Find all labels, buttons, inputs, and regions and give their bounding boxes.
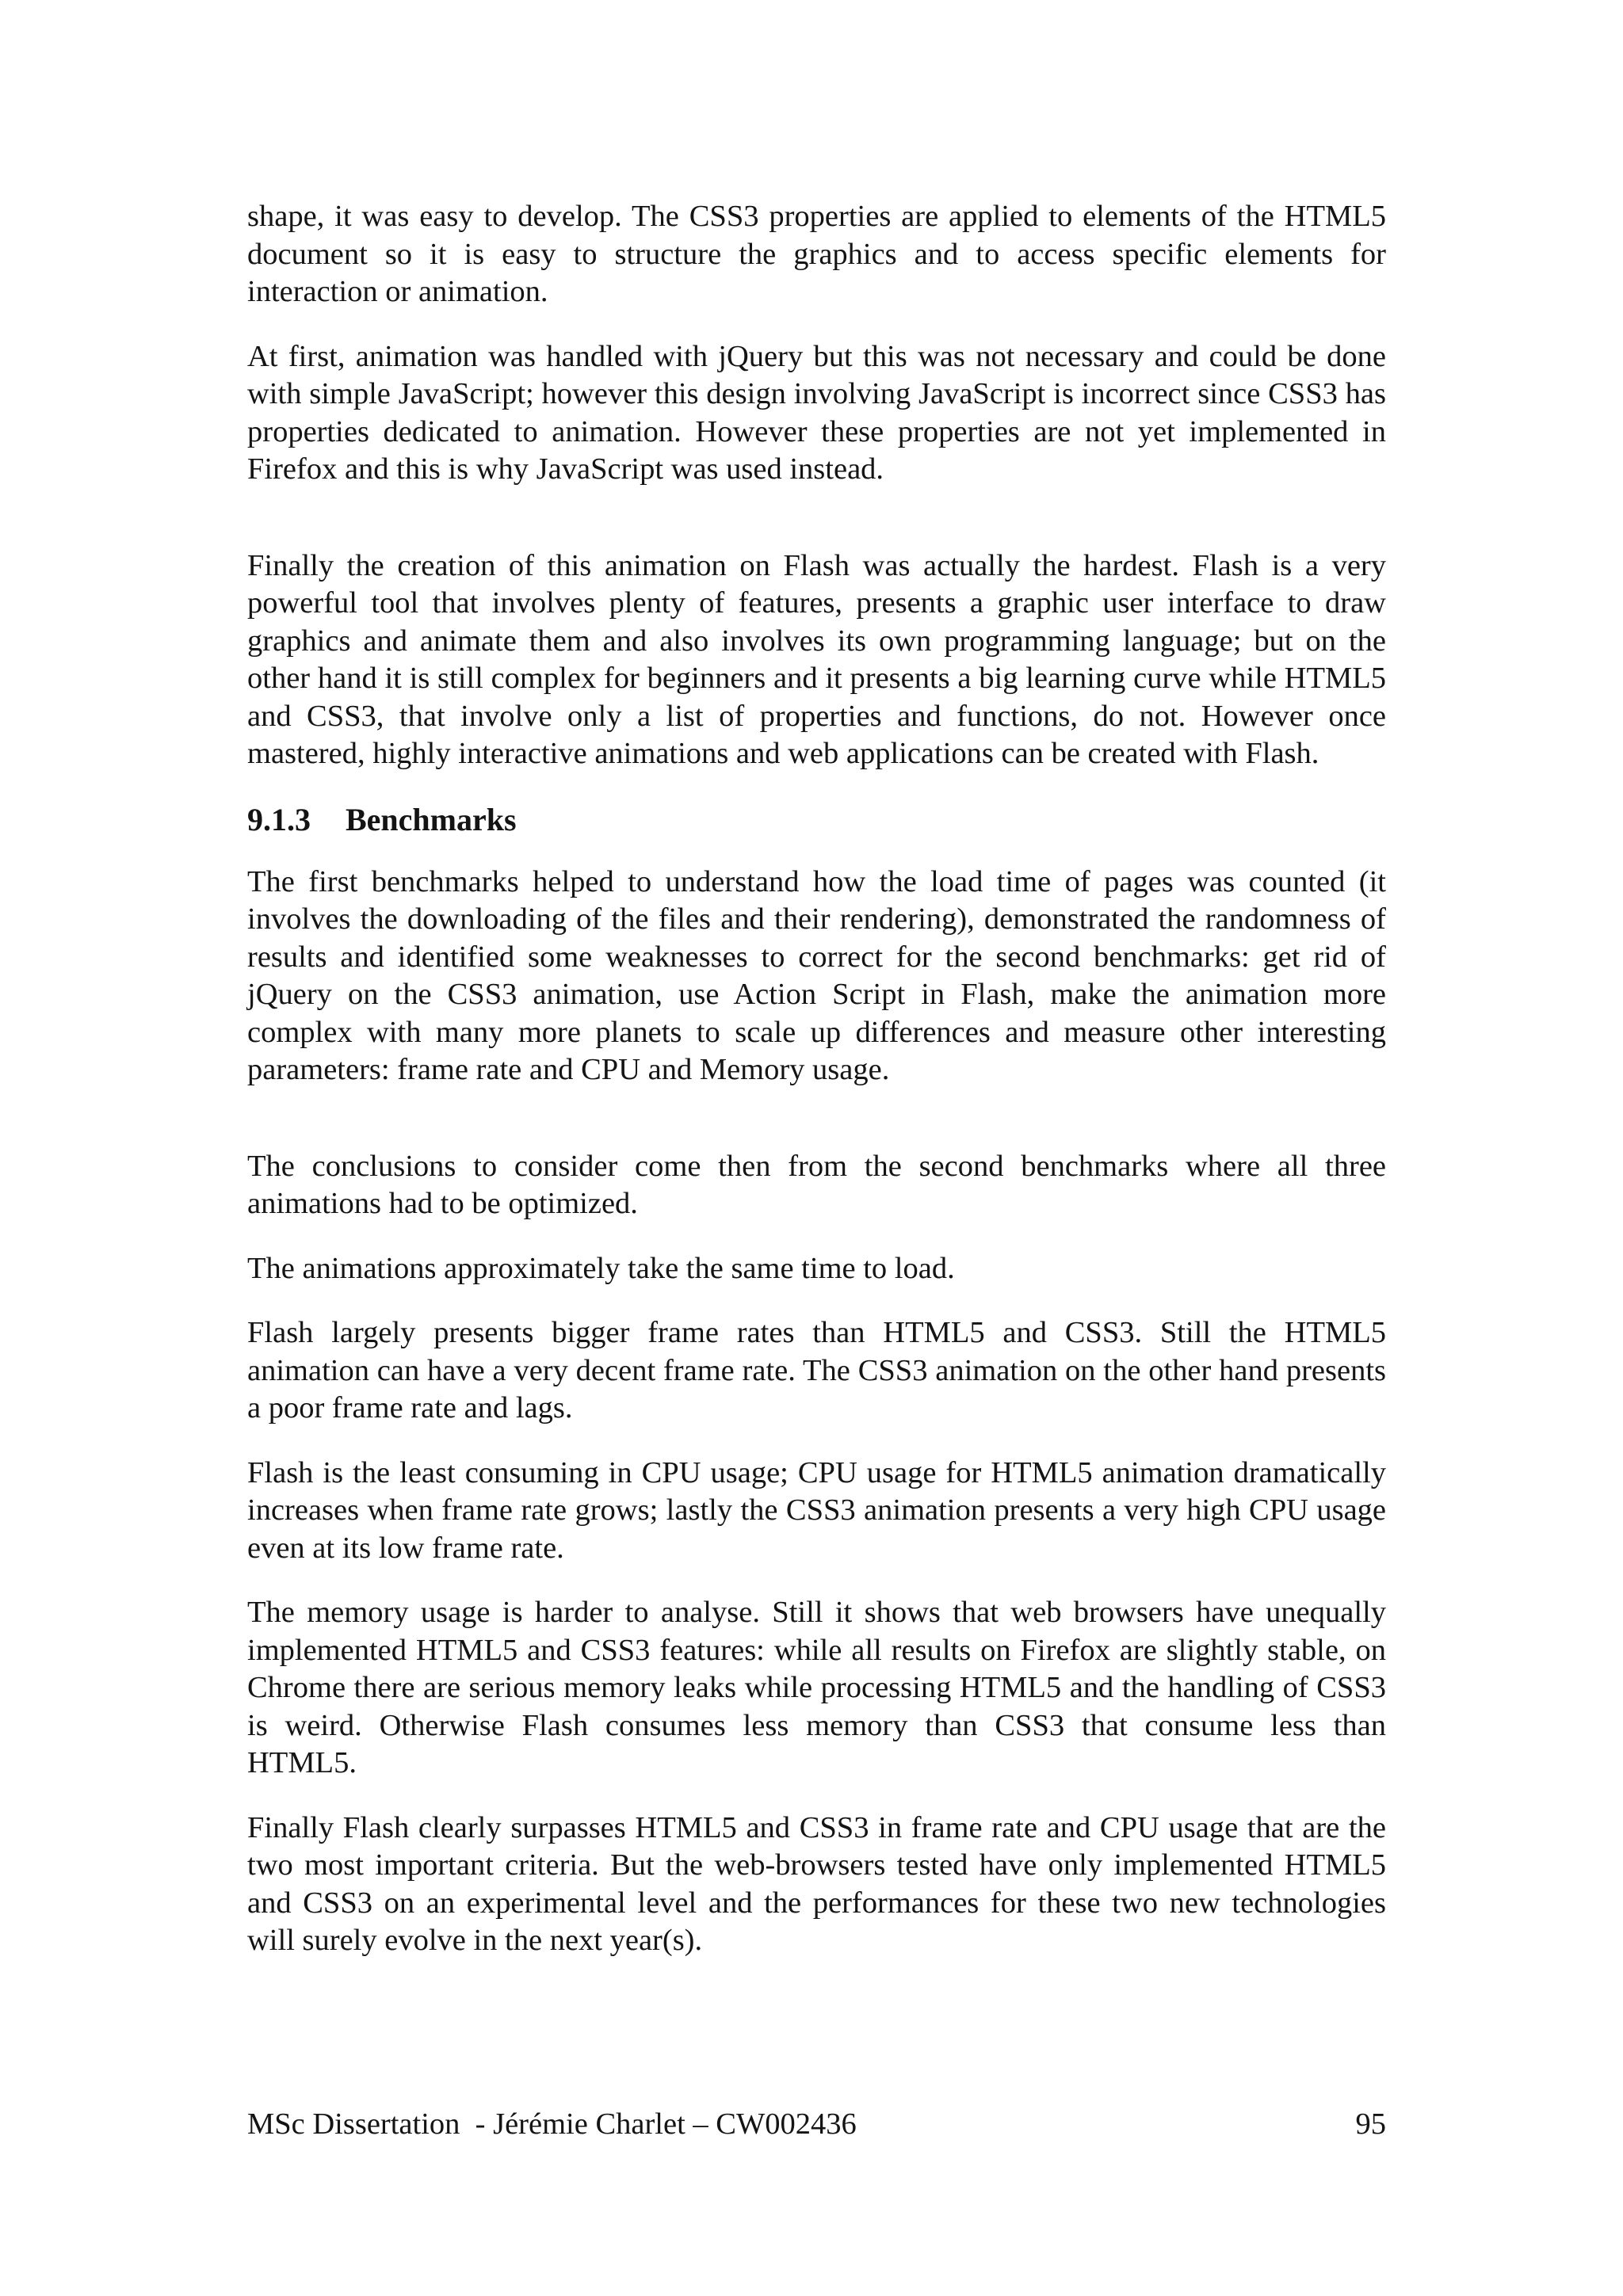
body-paragraph: The conclusions to consider come then from the second benchmarks where all three animations had to be optimized. bbox=[247, 1149, 1386, 1220]
section-title: Benchmarks bbox=[346, 801, 517, 837]
body-paragraph: The animations approximately take the same time to load. bbox=[247, 1251, 955, 1285]
body-paragraph: The memory usage is harder to analyse. Still it shows that web browsers have unequally implemented HTML5 and CSS3 features: while all results on Firefox are slightly stable, on Chrome there are serious memory leaks while processing HTML5 and the handling of CSS3 is weird. Otherwise Flash consumes less memory than CSS3 that consume less than HTML5. bbox=[247, 1596, 1386, 1779]
page-number: 95 bbox=[1355, 2107, 1386, 2141]
body-paragraph: The first benchmarks helped to understand how the load time of pages was counted (it involves the downloading of the files and their rendering), demonstrated the randomness of results and identified some weaknesses to correct for the second benchmarks: get rid of jQuery on the CSS3 animation, use Action Script in Flash, make the animation more complex with many more planets to scale up differences and measure other interesting parameters: frame rate and CPU and Memory usage. bbox=[247, 864, 1386, 1086]
body-paragraph: Flash largely presents bigger frame rates than HTML5 and CSS3. Still the HTML5 animation can have a very decent frame rate. The CSS3 animation on the other hand presents a poor frame rate and lags. bbox=[247, 1316, 1386, 1425]
body-paragraph: Flash is the least consuming in CPU usage; CPU usage for HTML5 animation dramatically increases when frame rate grows; lastly the CSS3 animation presents a very high CPU usage even at its low frame rate. bbox=[247, 1455, 1386, 1565]
body-paragraph: shape, it was easy to develop. The CSS3 properties are applied to elements of the HTML5 document so it is easy to structure the graphics and to access specific elements for interaction or animation. bbox=[247, 200, 1386, 308]
footer-citation: MSc Dissertation - Jérémie Charlet – CW002436 bbox=[247, 2107, 857, 2141]
page-footer bbox=[247, 2105, 1386, 2143]
page-content bbox=[247, 198, 1386, 1987]
body-paragraph: Finally Flash clearly surpasses HTML5 and CSS3 in frame rate and CPU usage that are the two most important criteria. But the web-browsers tested have only implemented HTML5 and CSS3 on an experimental level and the performances for these two new technologies will surely evolve in the next year(s). bbox=[247, 1810, 1386, 1957]
section-number: 9.1.3 bbox=[247, 801, 311, 837]
section-heading bbox=[247, 800, 1386, 840]
body-paragraph: At first, animation was handled with jQuery but this was not necessary and could be done with simple JavaScript; however this design involving JavaScript is incorrect since CSS3 has properties dedicated to animation. However these properties are not yet implemented in Firefox and this is why JavaScript was used instead. bbox=[247, 339, 1386, 486]
body-paragraph: Finally the creation of this animation on Flash was actually the hardest. Flash is a very powerful tool that involves plenty of features, presents a graphic user interface to draw graphics and animate them and also involves its own programming language; but on the other hand it is still complex for beginners and it presents a big learning curve while HTML5 and CSS3, that involve only a list of properties and functions, do not. However once mastered, highly interactive animations and web applications can be created with Flash. bbox=[247, 548, 1386, 770]
